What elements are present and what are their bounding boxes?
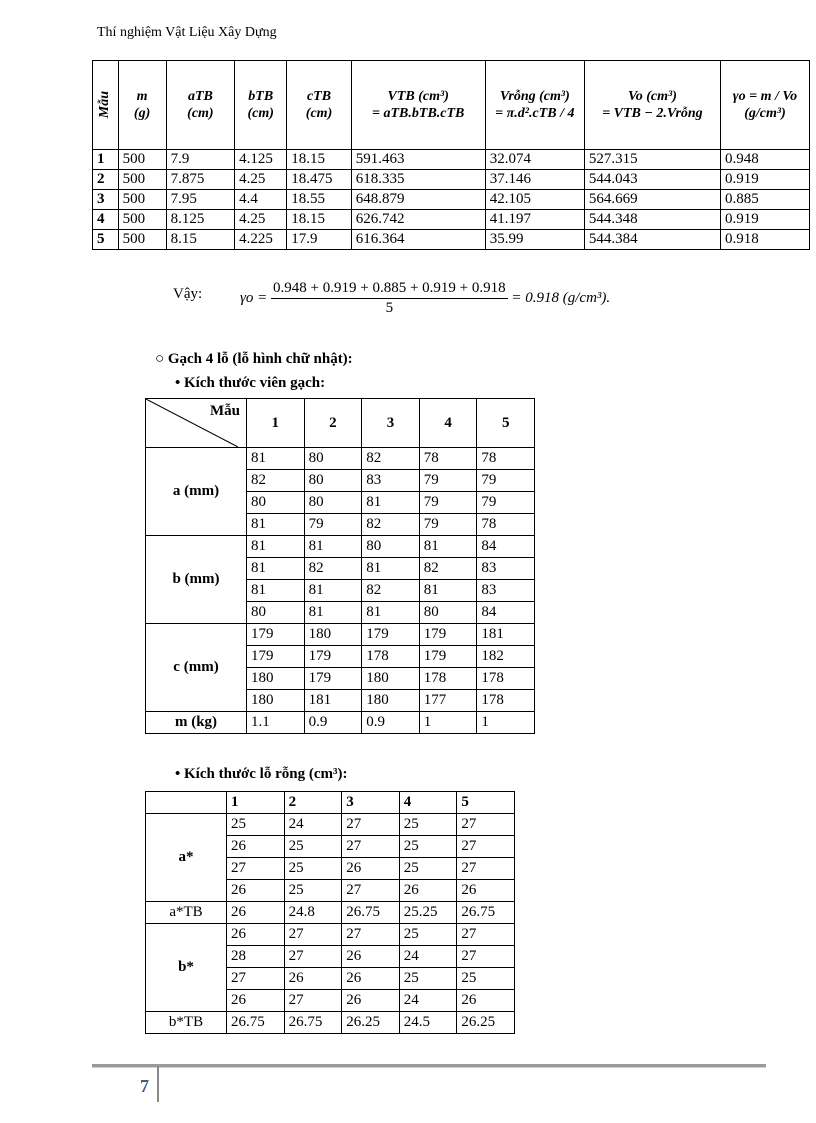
table-cell: 179 [419, 624, 477, 646]
row-label-b-star: b* [146, 924, 227, 1012]
col-header-b: bTB [248, 89, 274, 104]
col-header-vo: Vo (cm³) [627, 89, 677, 104]
row-label-a-tb: a*TB [146, 902, 227, 924]
table-cell: 626.742 [351, 210, 485, 230]
table-cell: 26 [457, 990, 515, 1012]
table-cell: 17.9 [287, 230, 351, 250]
col-header-gamma-unit: (g/cm³) [744, 106, 786, 121]
table-cell: 26 [284, 968, 342, 990]
subsection-brick-size [175, 375, 325, 392]
formula-denominator: 5 [385, 300, 394, 316]
table-cell: 500 [118, 190, 166, 210]
table-cell: 25 [399, 836, 457, 858]
table-cell: 82 [419, 558, 477, 580]
table-cell: 25 [284, 858, 342, 880]
table-cell: 80 [247, 602, 305, 624]
table-cell: 27 [342, 880, 400, 902]
table-cell: 180 [304, 624, 362, 646]
table-cell: 28 [227, 946, 285, 968]
table-cell: 24 [399, 946, 457, 968]
table-cell: 616.364 [351, 230, 485, 250]
table-cell: 81 [247, 580, 305, 602]
table-row [93, 230, 810, 250]
table-cell: 18.475 [287, 170, 351, 190]
row-label-b: b (mm) [146, 536, 247, 624]
formula-numerator: 0.948 + 0.919 + 0.885 + 0.919 + 0.918 [271, 280, 508, 299]
table-cell: 5 [93, 230, 119, 250]
table-cell: 25.25 [399, 902, 457, 924]
col-header-m: m [136, 89, 148, 104]
table-cell: 79 [304, 514, 362, 536]
col-header: 5 [477, 399, 535, 448]
table-cell: 81 [247, 536, 305, 558]
table-cell: 1.1 [247, 712, 305, 734]
table-cell: 78 [477, 448, 535, 470]
table-cell: 0.9 [362, 712, 420, 734]
table-cell: 82 [247, 470, 305, 492]
table-cell: 179 [247, 624, 305, 646]
subsection-title: Kích thước viên gạch: [184, 375, 326, 391]
table-cell: 79 [419, 492, 477, 514]
table-cell: 179 [304, 668, 362, 690]
table-cell: 178 [477, 690, 535, 712]
empty-corner-cell [146, 792, 227, 814]
col-header: 3 [362, 399, 420, 448]
table-cell: 544.384 [584, 230, 720, 250]
table-cell: 591.463 [351, 150, 485, 170]
table-cell: 27 [342, 814, 400, 836]
table-cell: 527.315 [584, 150, 720, 170]
table-cell: 26 [342, 946, 400, 968]
col-header-c: cTB [306, 89, 332, 104]
formula-lhs: γo = [240, 289, 268, 306]
col-header-vtb-formula: = aTB.bTB.cTB [372, 106, 465, 121]
table-cell: 1 [419, 712, 477, 734]
col-header-vo-formula: = VTB − 2.Vrỗng [602, 106, 703, 121]
table-cell: 4.25 [235, 170, 287, 190]
table-cell: 81 [247, 448, 305, 470]
table-cell: 500 [118, 210, 166, 230]
table-cell: 179 [419, 646, 477, 668]
table-cell: 81 [304, 602, 362, 624]
dot-bullet-icon: • [175, 375, 181, 391]
col-header: 5 [457, 792, 515, 814]
table-cell: 178 [362, 646, 420, 668]
table-cell: 26.25 [457, 1012, 515, 1034]
table-row [146, 814, 515, 836]
table-row [93, 190, 810, 210]
table-cell: 26.75 [227, 1012, 285, 1034]
table-cell: 80 [304, 470, 362, 492]
table-cell: 27 [284, 990, 342, 1012]
footer-divider [92, 1064, 766, 1068]
col-header-c-unit: (cm) [305, 106, 333, 121]
table-cell: 37.146 [485, 170, 584, 190]
col-header-a: aTB [187, 89, 213, 104]
table-cell: 81 [362, 602, 420, 624]
table-cell: 79 [477, 470, 535, 492]
table-cell: 24 [399, 990, 457, 1012]
table-cell: 7.875 [166, 170, 235, 190]
table-cell: 26 [227, 880, 285, 902]
table-cell: 41.197 [485, 210, 584, 230]
table-cell: 32.074 [485, 150, 584, 170]
table-cell: 83 [477, 558, 535, 580]
col-header-vrong-formula: = π.d².cTB / 4 [495, 106, 575, 121]
table-cell: 25 [399, 968, 457, 990]
table-cell: 24.8 [284, 902, 342, 924]
table-cell: 26.25 [342, 1012, 400, 1034]
table-cell: 18.55 [287, 190, 351, 210]
table-cell: 79 [477, 492, 535, 514]
footer-vertical-bar [157, 1066, 159, 1102]
table-cell: 84 [477, 536, 535, 558]
table-cell: 4 [93, 210, 119, 230]
table-row [146, 536, 535, 558]
table-cell: 27 [342, 836, 400, 858]
row-label-a-star: a* [146, 814, 227, 902]
table-cell: 27 [457, 858, 515, 880]
table-cell: 179 [304, 646, 362, 668]
table-cell: 7.95 [166, 190, 235, 210]
table-cell: 180 [247, 690, 305, 712]
table-cell: 180 [362, 668, 420, 690]
density-table [92, 60, 810, 250]
table-cell: 8.15 [166, 230, 235, 250]
table-cell: 18.15 [287, 150, 351, 170]
brick-dimension-table [145, 398, 535, 734]
table-cell: 564.669 [584, 190, 720, 210]
table-cell: 4.225 [235, 230, 287, 250]
table-cell: 181 [477, 624, 535, 646]
table-cell: 24 [284, 814, 342, 836]
table-cell: 648.879 [351, 190, 485, 210]
table-cell: 0.9 [304, 712, 362, 734]
table-cell: 81 [362, 492, 420, 514]
table-cell: 0.919 [720, 210, 809, 230]
table-cell: 26.75 [342, 902, 400, 924]
row-label-a: a (mm) [146, 448, 247, 536]
table-cell: 26.75 [457, 902, 515, 924]
table-cell: 80 [362, 536, 420, 558]
col-header: 1 [247, 399, 305, 448]
page-number: 7 [140, 1076, 149, 1096]
table-cell: 0.918 [720, 230, 809, 250]
col-header: 3 [342, 792, 400, 814]
table-cell: 500 [118, 230, 166, 250]
row-label-b-tb: b*TB [146, 1012, 227, 1034]
table-cell: 83 [477, 580, 535, 602]
table-cell: 178 [419, 668, 477, 690]
table-cell: 544.348 [584, 210, 720, 230]
table-cell: 25 [284, 880, 342, 902]
table-cell: 2 [93, 170, 119, 190]
conclusion-label: Vậy: [173, 286, 203, 302]
table-cell: 26 [342, 968, 400, 990]
table-cell: 0.948 [720, 150, 809, 170]
table-cell: 81 [304, 580, 362, 602]
table-cell: 18.15 [287, 210, 351, 230]
table-cell: 79 [419, 470, 477, 492]
col-header-gamma: γo = m / Vo [732, 89, 798, 104]
table-cell: 182 [477, 646, 535, 668]
table-cell: 27 [457, 946, 515, 968]
table-cell: 25 [457, 968, 515, 990]
table-cell: 179 [362, 624, 420, 646]
table-row [146, 1012, 515, 1034]
row-label-c: c (mm) [146, 624, 247, 712]
table-row [146, 448, 535, 470]
circle-bullet-icon: ○ [155, 351, 165, 367]
subsection-title: Kích thước lỗ rỗng (cm³): [184, 766, 348, 782]
table-cell: 500 [118, 170, 166, 190]
table-cell: 78 [419, 448, 477, 470]
table-row [93, 170, 810, 190]
section-heading [155, 351, 353, 368]
table-cell: 35.99 [485, 230, 584, 250]
table-cell: 42.105 [485, 190, 584, 210]
table-cell: 180 [247, 668, 305, 690]
col-header: 2 [304, 399, 362, 448]
table-row [93, 150, 810, 170]
table-cell: 26 [227, 924, 285, 946]
col-header: 1 [227, 792, 285, 814]
table-cell: 27 [457, 924, 515, 946]
table-cell: 27 [284, 946, 342, 968]
section-title: Gạch 4 lỗ (lỗ hình chữ nhật): [167, 351, 353, 367]
table-cell: 82 [304, 558, 362, 580]
row-label-mass: m (kg) [146, 712, 247, 734]
table-cell: 27 [227, 968, 285, 990]
table-cell: 81 [304, 536, 362, 558]
table-cell: 84 [477, 602, 535, 624]
table-cell: 80 [304, 492, 362, 514]
table-cell: 78 [477, 514, 535, 536]
hole-dimension-table [145, 791, 515, 1034]
col-header: 4 [419, 399, 477, 448]
table-cell: 26 [227, 836, 285, 858]
col-header-vtb: VTB (cm³) [387, 89, 449, 104]
table-row [146, 712, 535, 734]
table-cell: 82 [362, 514, 420, 536]
table-cell: 25 [399, 858, 457, 880]
col-header-b-unit: (cm) [247, 106, 274, 121]
table-cell: 82 [362, 448, 420, 470]
table-cell: 179 [247, 646, 305, 668]
table-cell: 81 [419, 580, 477, 602]
table-cell: 0.885 [720, 190, 809, 210]
table-cell: 177 [419, 690, 477, 712]
table-cell: 4.125 [235, 150, 287, 170]
table-cell: 24.5 [399, 1012, 457, 1034]
table-cell: 25 [399, 924, 457, 946]
table-cell: 500 [118, 150, 166, 170]
table-cell: 181 [304, 690, 362, 712]
formula-result: = 0.918 (g/cm³). [511, 289, 611, 306]
table-cell: 81 [247, 558, 305, 580]
table-cell: 81 [247, 514, 305, 536]
table-cell: 544.043 [584, 170, 720, 190]
col-header-m-unit: (g) [133, 106, 151, 121]
table-cell: 27 [457, 814, 515, 836]
table-cell: 26 [227, 902, 285, 924]
table-cell: 80 [304, 448, 362, 470]
col-header: 4 [399, 792, 457, 814]
col-header-mau: Mẫu [97, 91, 112, 119]
gamma-average-formula [240, 280, 610, 317]
page-header-title: Thí nghiệm Vật Liệu Xây Dựng [97, 25, 277, 40]
table-cell: 26 [399, 880, 457, 902]
table-cell: 3 [93, 190, 119, 210]
table-cell: 25 [399, 814, 457, 836]
table-row [146, 624, 535, 646]
table-cell: 81 [419, 536, 477, 558]
table-cell: 27 [342, 924, 400, 946]
corner-label: Mẫu [210, 403, 240, 419]
table-cell: 618.335 [351, 170, 485, 190]
table-corner-cell [146, 399, 247, 448]
table-cell: 26 [457, 880, 515, 902]
subsection-hole-size [175, 766, 347, 783]
table-cell: 178 [477, 668, 535, 690]
table-cell: 79 [419, 514, 477, 536]
table-cell: 80 [247, 492, 305, 514]
table-cell: 83 [362, 470, 420, 492]
table-cell: 81 [362, 558, 420, 580]
table-row [146, 924, 515, 946]
table-cell: 4.25 [235, 210, 287, 230]
table-cell: 4.4 [235, 190, 287, 210]
dot-bullet-icon: • [175, 766, 181, 782]
col-header-a-unit: (cm) [187, 106, 214, 121]
table-cell: 27 [227, 858, 285, 880]
table-cell: 26 [227, 990, 285, 1012]
table-cell: 180 [362, 690, 420, 712]
table-cell: 0.919 [720, 170, 809, 190]
table-cell: 27 [284, 924, 342, 946]
table-cell: 25 [284, 836, 342, 858]
table-cell: 7.9 [166, 150, 235, 170]
table-cell: 27 [457, 836, 515, 858]
table-cell: 8.125 [166, 210, 235, 230]
table-cell: 1 [477, 712, 535, 734]
table-cell: 26 [342, 858, 400, 880]
table-cell: 80 [419, 602, 477, 624]
col-header-vrong: Vrỗng (cm³) [499, 89, 570, 104]
table-cell: 1 [93, 150, 119, 170]
formula-fraction [271, 280, 508, 317]
table-cell: 82 [362, 580, 420, 602]
table-cell: 25 [227, 814, 285, 836]
table-row [93, 210, 810, 230]
table-cell: 26 [342, 990, 400, 1012]
table-cell: 26.75 [284, 1012, 342, 1034]
table-row [146, 902, 515, 924]
col-header: 2 [284, 792, 342, 814]
